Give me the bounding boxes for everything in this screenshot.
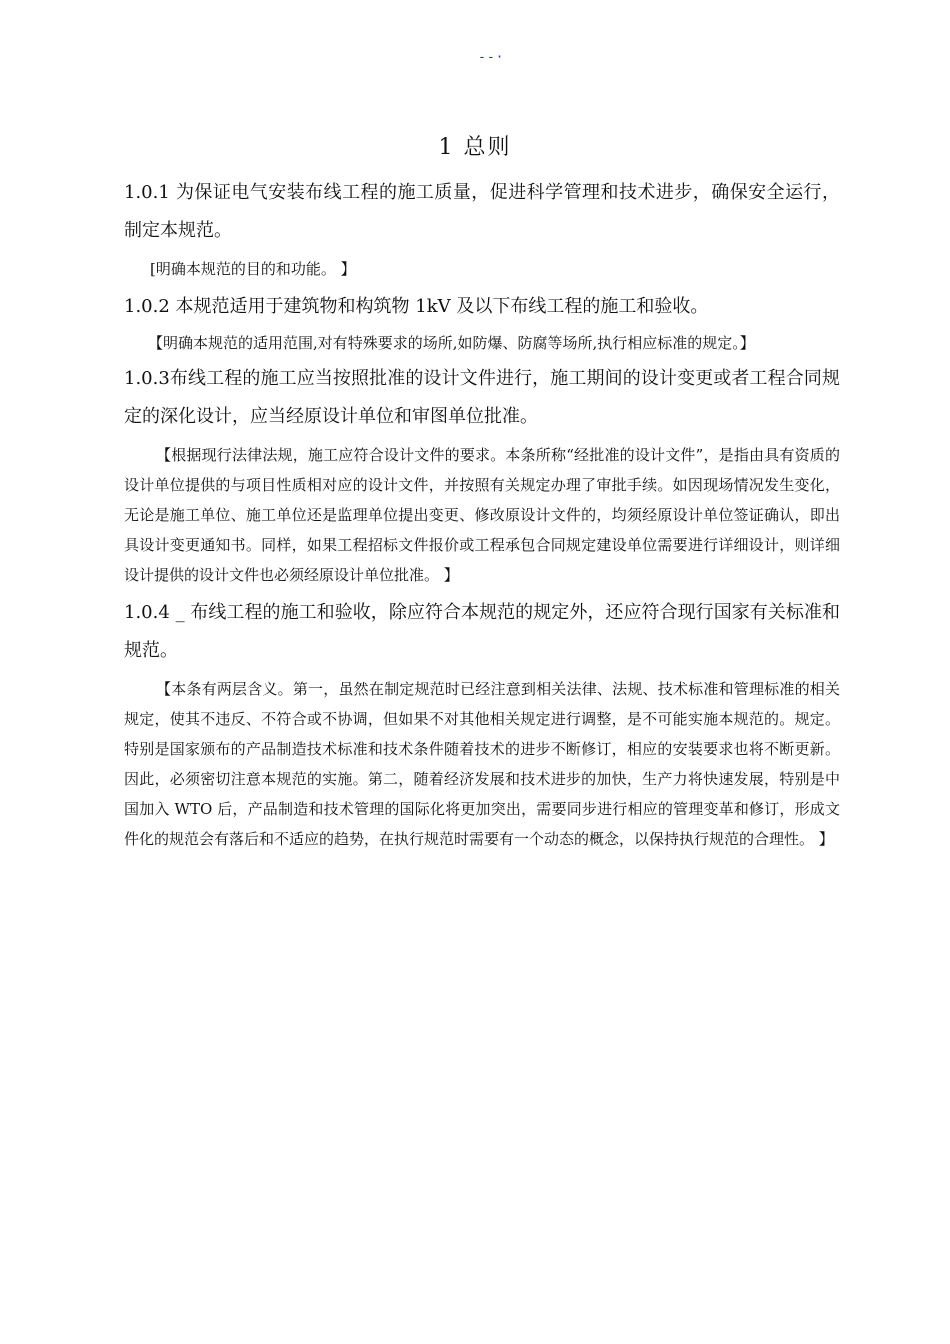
document-body: [124, 174, 840, 858]
clause-1-0-2-note: 【明确本规范的适用范围,对有特殊要求的场所,如防爆、防腐等场所,执行相应标准的规定。】: [148, 334, 755, 352]
clause-1-0-4-note: 【本条有两层含义。第一，虽然在制定规范时已经注意到相关法律、法规、技术标准和管理标准的相关规定，使其不违反、不符合或不协调，但如果不对其他相关规定进行调整，是不可能实施本规范的。规定。特别是国家颁布的产品制造技术标准和技术条件随着技术的进步不断修订，相应的安装要求也将不断更新。因此，必须密切注意本规范的实施。第二，随着经济发展和技术进步的加快，生产力将快速发展，特别是中国加入 WTO 后，产品制造和技术管理的国际化将更加突出，需要同步进行相应的管理变革和修订，形成文件化的规范会有落后和不适应的趋势，在执行规范时需要有一个动态的概念，以保持执行规范的合理性。 】: [124, 680, 840, 848]
clause-1-0-3: 1.0.3布线工程的施工应当按照批准的设计文件进行，施工期间的设计变更或者工程合同规定的深化设计，应当经原设计单位和审图单位批准。: [124, 368, 840, 427]
clause-1-0-4: 1.0.4 _ 布线工程的施工和验收，除应符合本规范的规定外，还应符合现行国家有关标准和规范。: [124, 602, 840, 661]
clause-1-0-1: 1.0.1 为保证电气安装布线工程的施工质量，促进科学管理和技术进步，确保安全运行，制定本规范。: [124, 182, 840, 241]
clause-1-0-2: 1.0.2 本规范适用于建筑物和构筑物 1kV 及以下布线工程的施工和验收。: [124, 296, 709, 317]
clause-1-0-1-note: [明确本规范的目的和功能。 】: [150, 260, 356, 278]
clause-1-0-3-note: 【根据现行法律法规，施工应符合设计文件的要求。本条所称“经批准的设计文件”，是指由具有资质的设计单位提供的与项目性质相对应的设计文件，并按照有关规定办理了审批手续。如因现场情况发生变化，无论是施工单位、施工单位还是监理单位提出变更、修改原设计文件的，均须经原设计单位签证确认，即出具设计变更通知书。同样，如果工程招标文件报价或工程承包合同规定建设单位需要进行详细设计，则详细设计提供的设计文件也必须经原设计单位批准。 】: [124, 446, 840, 584]
page-header-mark: --·: [478, 50, 505, 65]
chapter-title: 1 总则: [438, 135, 512, 160]
